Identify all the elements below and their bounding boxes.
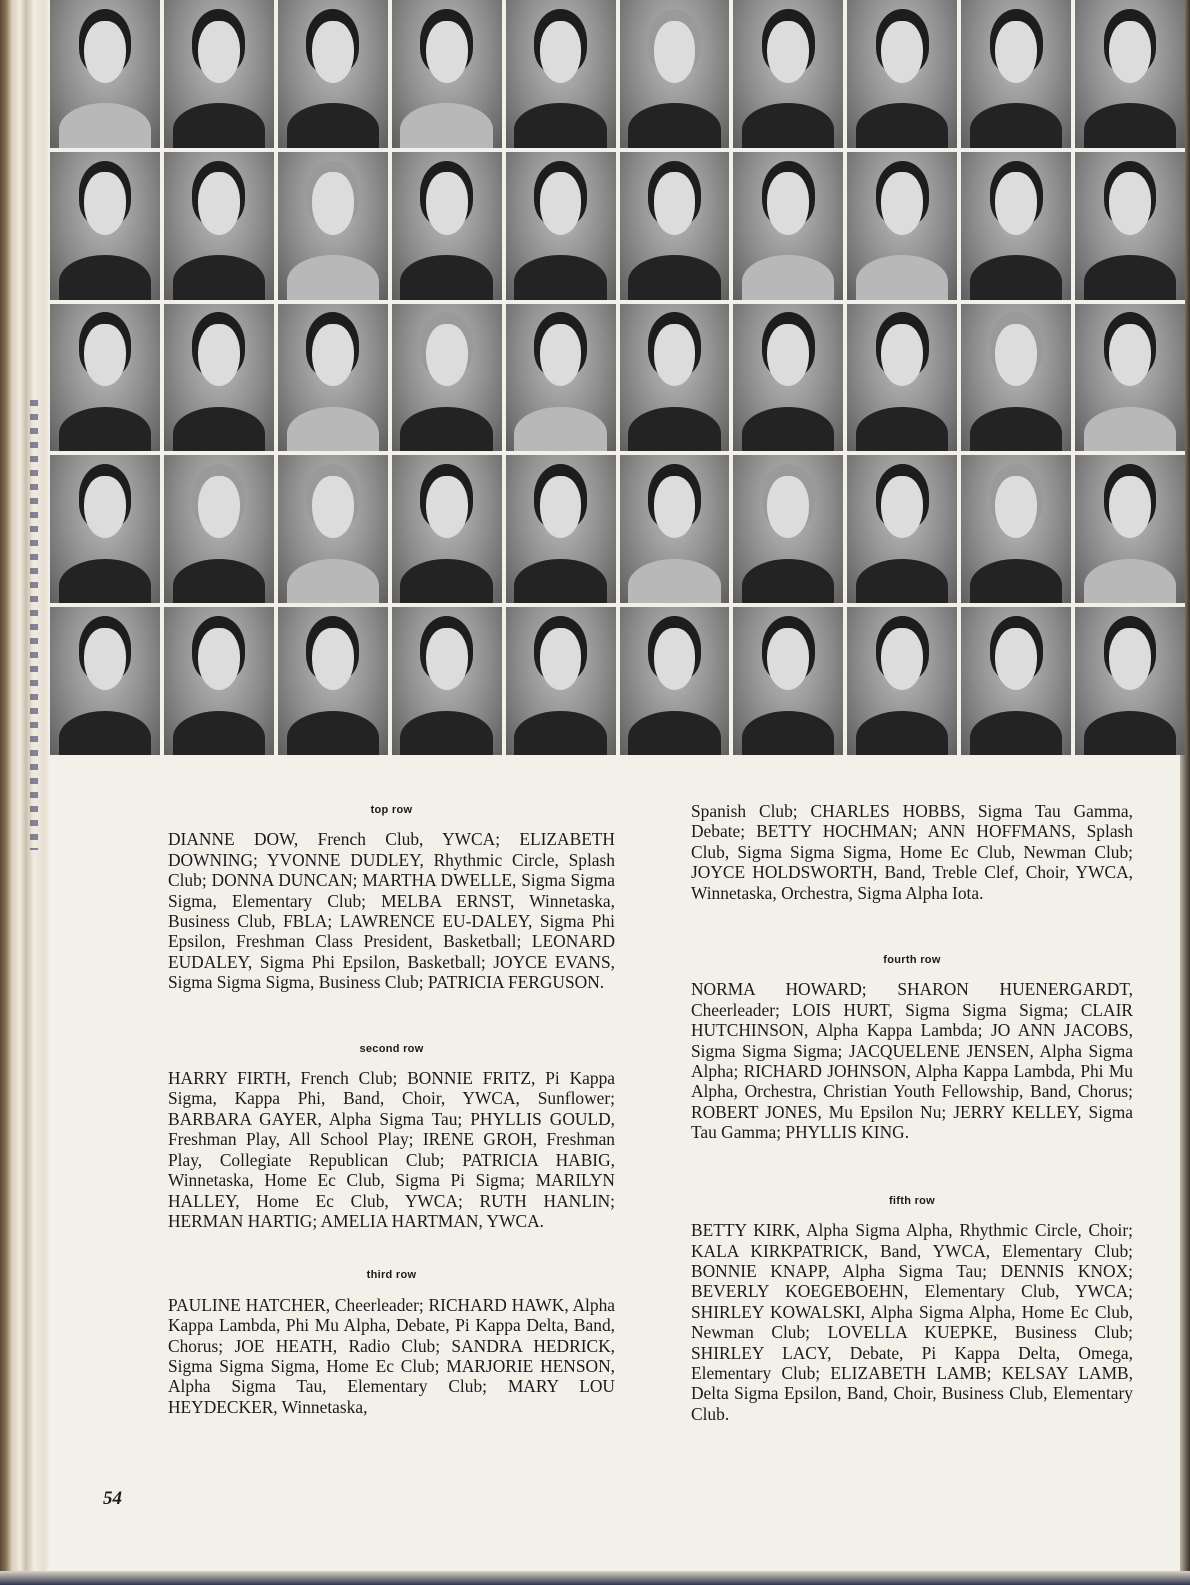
portrait-body: [514, 711, 606, 755]
portrait-face: [1109, 476, 1151, 538]
portrait-body: [742, 255, 834, 299]
portrait-face: [654, 324, 696, 386]
portrait-body: [400, 559, 492, 603]
student-portrait: [733, 152, 843, 300]
portrait-face: [767, 476, 809, 538]
book-binding: [0, 0, 50, 1585]
portrait-face: [881, 324, 923, 386]
student-portrait: [620, 607, 730, 755]
student-portrait: [961, 455, 1071, 603]
student-portrait: [50, 0, 160, 148]
portrait-face: [1109, 172, 1151, 234]
portrait-face: [426, 172, 468, 234]
student-portrait: [50, 607, 160, 755]
portrait-body: [287, 103, 379, 147]
student-portrait: [506, 0, 616, 148]
portrait-face: [312, 21, 354, 83]
portrait-body: [742, 103, 834, 147]
portrait-body: [856, 407, 948, 451]
third-row-heading: third row: [366, 1269, 417, 1282]
student-portrait: [620, 0, 730, 148]
portrait-face: [540, 21, 582, 83]
portrait-face: [198, 21, 240, 83]
student-portrait: [847, 152, 957, 300]
student-portrait: [1075, 607, 1185, 755]
portrait-face: [881, 476, 923, 538]
binding-stitching: [30, 400, 38, 850]
portrait-face: [312, 476, 354, 538]
student-portrait: [733, 0, 843, 148]
portrait-face: [767, 21, 809, 83]
student-portrait: [506, 152, 616, 300]
text-column-right: [691, 801, 1133, 1424]
student-portrait: [620, 152, 730, 300]
portrait-body: [59, 407, 151, 451]
portrait-face: [312, 324, 354, 386]
portrait-face: [312, 172, 354, 234]
portrait-body: [1084, 711, 1176, 755]
portrait-face: [654, 21, 696, 83]
portrait-body: [173, 103, 265, 147]
portrait-body: [856, 559, 948, 603]
portrait-face: [654, 628, 696, 690]
portrait-face: [767, 172, 809, 234]
portrait-face: [426, 476, 468, 538]
student-portrait: [847, 455, 957, 603]
portrait-body: [173, 559, 265, 603]
portrait-face: [426, 628, 468, 690]
portrait-face: [426, 21, 468, 83]
student-portrait: [961, 304, 1071, 452]
portrait-body: [59, 711, 151, 755]
text-column-left: [168, 800, 615, 1417]
portrait-face: [654, 172, 696, 234]
student-portrait: [620, 304, 730, 452]
student-portrait: [164, 607, 274, 755]
portrait-face: [540, 172, 582, 234]
page-number: 54: [103, 1488, 122, 1509]
portrait-face: [84, 324, 126, 386]
portrait-body: [970, 103, 1062, 147]
portrait-face: [654, 476, 696, 538]
portrait-body: [514, 559, 606, 603]
portrait-body: [628, 103, 720, 147]
portrait-face: [995, 324, 1037, 386]
portrait-body: [1084, 407, 1176, 451]
student-portrait: [961, 607, 1071, 755]
student-portrait: [620, 455, 730, 603]
student-portrait: [164, 0, 274, 148]
student-portrait: [392, 152, 502, 300]
fifth-row-caption: BETTY KIRK, Alpha Sigma Alpha, Rhythmic Circle, Choir; KALA KIRKPATRICK, Band, YWCA, Elementary Club; BONNIE KNAPP, Alpha Sigma Tau; DENNIS KNOX; BEVERLY KOEGEBOEHN, Elementary Club, YWCA; SHIRLEY KOWALSKI, Alpha Sigma Alpha, Home Ec Club, Newman Club; LOVELLA KUEPKE, Business Club; SHIRLEY LACY, Debate, Pi Kappa Delta, Omega, Elementary Club; ELIZABETH LAMB; KELSAY LAMB, Delta Sigma Epsilon, Band, Choir, Business Club, Elementary Club.: [691, 1220, 1133, 1424]
student-portrait: [164, 455, 274, 603]
portrait-body: [287, 711, 379, 755]
portrait-body: [1084, 255, 1176, 299]
portrait-face: [995, 476, 1037, 538]
portrait-face: [540, 324, 582, 386]
student-portrait: [392, 455, 502, 603]
portrait-body: [173, 255, 265, 299]
portrait-body: [287, 559, 379, 603]
portrait-face: [84, 21, 126, 83]
second-row-heading: second row: [359, 1042, 424, 1055]
student-portrait: [392, 0, 502, 148]
student-portrait: [50, 152, 160, 300]
student-portrait: [506, 455, 616, 603]
portrait-face: [84, 628, 126, 690]
second-row-caption: HARRY FIRTH, French Club; BONNIE FRITZ, Pi Kappa Sigma, Kappa Phi, Band, Choir, YWCA, Sunflower; BARBARA GAYER, Alpha Sigma Tau; PHYLLIS GOULD, Freshman Play, All School Play; IRENE GROH, Freshman Play, Collegiate Republican Club; PATRICIA HABIG, Winnetaska, Home Ec Club, Sigma Pi Sigma; MARILYN HALLEY, Home Ec Club, YWCA; RUTH HANLIN; HERMAN HARTIG; AMELIA HARTMAN, YWCA.: [168, 1068, 615, 1231]
student-portrait: [50, 455, 160, 603]
portrait-body: [59, 103, 151, 147]
student-portrait: [278, 0, 388, 148]
portrait-face: [995, 628, 1037, 690]
portrait-face: [767, 628, 809, 690]
student-portrait: [961, 0, 1071, 148]
portrait-face: [995, 21, 1037, 83]
portrait-body: [173, 711, 265, 755]
student-portrait: [278, 152, 388, 300]
student-portrait: [961, 152, 1071, 300]
portrait-face: [198, 172, 240, 234]
portrait-body: [287, 255, 379, 299]
portrait-face: [1109, 324, 1151, 386]
portrait-body: [742, 407, 834, 451]
portrait-body: [970, 255, 1062, 299]
portrait-body: [970, 711, 1062, 755]
portrait-face: [881, 628, 923, 690]
student-portrait: [392, 304, 502, 452]
student-portrait: [506, 304, 616, 452]
portrait-body: [628, 559, 720, 603]
portrait-body: [970, 559, 1062, 603]
student-portrait: [164, 152, 274, 300]
portrait-body: [628, 255, 720, 299]
third-row-caption: PAULINE HATCHER, Cheerleader; RICHARD HAWK, Alpha Kappa Lambda, Phi Mu Alpha, Debate, Pi Kappa Delta, Band, Chorus; JOE HEATH, Radio Club; SANDRA HEDRICK, Sigma Sigma Sigma, Home Ec Club; MARJORIE HENSON, Alpha Sigma Tau, Elementary Club; MARY LOU HEYDECKER, Winnetaska,: [168, 1294, 615, 1417]
portrait-body: [1084, 103, 1176, 147]
student-portrait: [278, 304, 388, 452]
portrait-body: [970, 407, 1062, 451]
portrait-body: [742, 559, 834, 603]
student-portrait: [847, 0, 957, 148]
student-portrait: [1075, 152, 1185, 300]
portrait-body: [514, 407, 606, 451]
portrait-face: [312, 628, 354, 690]
portrait-body: [1084, 559, 1176, 603]
portrait-body: [856, 255, 948, 299]
portrait-face: [1109, 21, 1151, 83]
portrait-face: [198, 628, 240, 690]
portrait-body: [400, 407, 492, 451]
third-row-caption-continued: Spanish Club; CHARLES HOBBS, Sigma Tau Gamma, Debate; BETTY HOCHMAN; ANN HOFFMANS, Splash Club, Sigma Sigma Sigma, Home Ec Club, Newman Club; JOYCE HOLDSWORTH, Band, Treble Clef, Choir, YWCA, Winnetaska, Orchestra, Sigma Alpha Iota.: [691, 801, 1133, 903]
portrait-body: [59, 559, 151, 603]
student-portrait: [847, 607, 957, 755]
student-portrait: [50, 304, 160, 452]
portrait-face: [767, 324, 809, 386]
student-portrait: [733, 304, 843, 452]
student-portrait: [733, 455, 843, 603]
portrait-face: [881, 21, 923, 83]
student-portrait: [1075, 0, 1185, 148]
student-portrait: [733, 607, 843, 755]
fourth-row-heading: fourth row: [883, 954, 941, 967]
student-portrait: [1075, 304, 1185, 452]
portrait-face: [540, 476, 582, 538]
portrait-face: [198, 324, 240, 386]
student-portrait: [847, 304, 957, 452]
portrait-body: [287, 407, 379, 451]
fourth-row-caption: NORMA HOWARD; SHARON HUENERGARDT, Cheerleader; LOIS HURT, Sigma Sigma Sigma; CLAIR HUTCHINSON, Alpha Kappa Lambda; JO ANN JACOBS, Sigma Sigma Sigma; JACQUELENE JENSEN, Alpha Sigma Alpha; RICHARD JOHNSON, Alpha Kappa Lambda, Phi Mu Alpha, Orchestra, Christian Youth Fellowship, Band, Chorus; ROBERT JONES, Mu Epsilon Nu; JERRY KELLEY, Sigma Tau Gamma; PHYLLIS KING.: [691, 979, 1133, 1143]
student-portrait: [164, 304, 274, 452]
student-portrait: [278, 607, 388, 755]
portrait-body: [514, 255, 606, 299]
fifth-row-heading: fifth row: [888, 1194, 936, 1207]
portrait-body: [400, 711, 492, 755]
portrait-face: [881, 172, 923, 234]
portrait-body: [514, 103, 606, 147]
portrait-body: [400, 255, 492, 299]
portrait-face: [426, 324, 468, 386]
portrait-body: [628, 407, 720, 451]
top-row-caption: DIANNE DOW, French Club, YWCA; ELIZABETH DOWNING; YVONNE DUDLEY, Rhythmic Circle, Splash Club; DONNA DUNCAN; MARTHA DWELLE, Sigma Sigma Sigma, Elementary Club; MELBA ERNST, Winnetaska, Business Club, FBLA; LAWRENCE EU-DALEY, Sigma Phi Epsilon, Freshman Class President, Basketball; LEONARD EUDALEY, Sigma Phi Epsilon, Basketball; JOYCE EVANS, Sigma Sigma Sigma, Business Club; PATRICIA FERGUSON.: [168, 829, 615, 993]
portrait-body: [856, 103, 948, 147]
portrait-face: [84, 172, 126, 234]
page-bottom-edge: [0, 1571, 1190, 1585]
top-row-heading: top row: [370, 804, 413, 816]
portrait-body: [400, 103, 492, 147]
student-portrait: [278, 455, 388, 603]
portrait-face: [84, 476, 126, 538]
portrait-face: [995, 172, 1037, 234]
portrait-body: [742, 711, 834, 755]
portrait-body: [59, 255, 151, 299]
portrait-body: [628, 711, 720, 755]
portrait-face: [1109, 628, 1151, 690]
portrait-face: [198, 476, 240, 538]
portrait-face: [540, 628, 582, 690]
student-portrait: [392, 607, 502, 755]
student-portrait: [1075, 455, 1185, 603]
portrait-body: [173, 407, 265, 451]
portrait-body: [856, 711, 948, 755]
student-portrait: [506, 607, 616, 755]
portrait-grid: [50, 0, 1185, 755]
